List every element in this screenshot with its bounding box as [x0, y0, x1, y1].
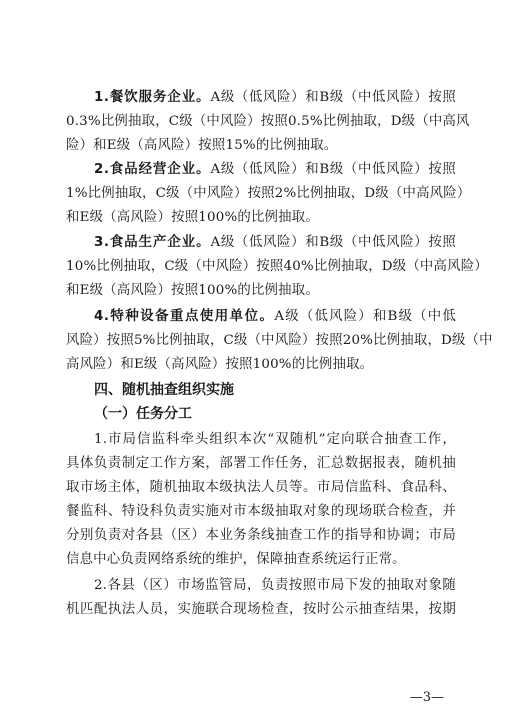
text-line: 具体负责制定工作方案，部署工作任务，汇总数据报表，随机抽: [66, 456, 456, 471]
paragraph-catering: [66, 86, 470, 158]
paragraph-special-equipment: [66, 305, 493, 377]
item-lead: 1.餐饮服务企业。: [94, 90, 211, 105]
text-line: 2.食品经营企业。A级（低风险）和B级（中低风险）按照: [94, 162, 457, 177]
text-line: 机匹配执法人员，实施联合现场检查，按时公示抽查结果，按期: [66, 602, 456, 617]
text-line: 0.3%比例抽取，C级（中风险）按照0.5%比例抽取，D级（中高风: [66, 114, 470, 129]
text-line: 1.餐饮服务企业。A级（低风险）和B级（中低风险）按照: [94, 90, 457, 105]
text-line: 餐监科、特设科负责实施对市本级抽取对象的现场联合检查，并: [66, 504, 456, 519]
paragraph-task-division: [66, 428, 456, 572]
text-line: 3.食品生产企业。A级（低风险）和B级（中低风险）按照: [94, 235, 457, 250]
paragraph-food-production: [66, 231, 488, 303]
subsection-heading: （一）任务分工: [94, 406, 192, 422]
section-heading: 四、随机抽查组织实施: [94, 382, 234, 398]
text-line: 高风险）和E级（高风险）按照100%的比例抽取。: [66, 357, 374, 372]
item-lead: 4.特种设备重点使用单位。: [94, 309, 275, 324]
item-lead: 2.食品经营企业。: [94, 162, 211, 177]
text-line: 和E级（高风险）按照100%的比例抽取。: [66, 210, 319, 225]
page-number: —3—: [409, 690, 444, 705]
text-line: 1.市局信监科牵头组织本次“双随机”定向联合抽查工作，: [94, 432, 456, 447]
text-line: 取市场主体，随机抽取本级执法人员等。市局信监科、食品科、: [66, 480, 456, 495]
text-line: 风险）按照5%比例抽取，C级（中风险）按照20%比例抽取，D级（中: [66, 333, 493, 348]
item-lead: 3.食品生产企业。: [94, 235, 211, 250]
text-line: 分别负责对各县（区）本业务条线抽查工作的指导和协调；市局: [66, 528, 456, 543]
text-line: 2.各县（区）市场监管局，负责按照市局下发的抽取对象随: [94, 578, 456, 593]
text-line: 信息中心负责网络系统的维护，保障抽查系统运行正常。: [66, 552, 406, 567]
paragraph-food-trade: [66, 158, 471, 230]
text-line: 10%比例抽取，C级（中风险）按照40%比例抽取，D级（中高风险）: [66, 259, 488, 274]
text-line: 4.特种设备重点使用单位。A级（低风险）和B级（中低: [94, 309, 456, 324]
paragraph-county-bureaus: [66, 574, 456, 622]
text-line: 1%比例抽取，C级（中风险）按照2%比例抽取，D级（中高风险）: [66, 186, 471, 201]
text-line: 险）和E级（高风险）按照15%的比例抽取。: [66, 138, 338, 153]
text-line: 和E级（高风险）按照100%的比例抽取。: [66, 283, 319, 298]
